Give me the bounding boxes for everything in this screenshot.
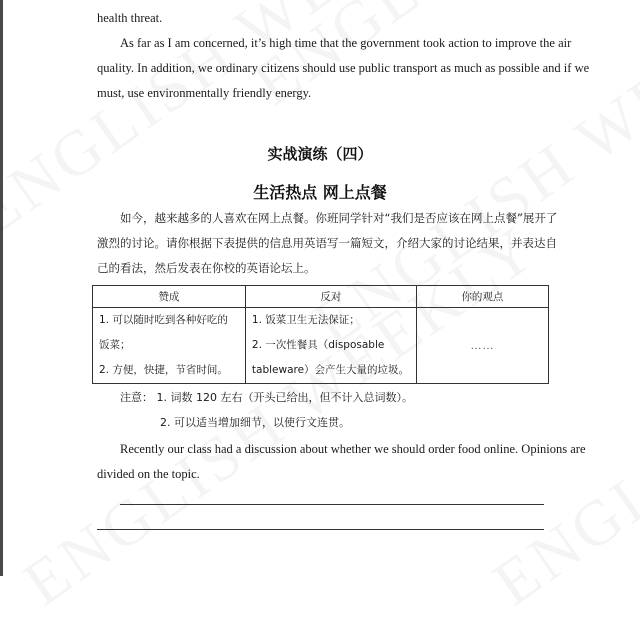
prompt-line: 己的看法，然后发表在你校的英语论坛上。 [97, 261, 316, 275]
page-left-border [0, 0, 3, 576]
essay-paragraph-line: As far as I am concerned, it’s high time that the government took action to improve the air [120, 36, 572, 50]
against-point: tableware）会产生大量的垃圾。 [251, 364, 410, 376]
for-point: 饭菜； [99, 339, 131, 351]
essay-paragraph-line: quality. In addition, we ordinary citizens should use public transport as much as possible and if we [97, 61, 590, 75]
against-cell [245, 308, 416, 384]
opinions-table [92, 285, 549, 384]
essay-start-line: divided on the topic. [97, 467, 200, 481]
your-view-cell: …… [416, 308, 548, 384]
table-row [93, 308, 549, 384]
note-item: 1. 词数 120 左右（开头已给出，但不计入总词数）。 [156, 391, 413, 404]
table-header-row [93, 286, 549, 308]
against-point: 2. 一次性餐具（disposable [251, 339, 385, 351]
answer-line[interactable] [120, 504, 544, 505]
header-your-view: 你的观点 [416, 286, 548, 308]
topic-title: 生活热点 网上点餐 [253, 183, 387, 202]
header-against: 反对 [245, 286, 416, 308]
essay-tail-line: health threat. [97, 11, 163, 25]
for-cell [93, 308, 246, 384]
prompt-line: 如今，越来越多的人喜欢在网上点餐。你班同学针对“我们是否应该在网上点餐”展开了 [120, 211, 558, 225]
watermark [480, 211, 640, 621]
essay-paragraph-line: must, use environmentally friendly energy. [97, 86, 312, 100]
answer-line[interactable] [97, 529, 544, 530]
against-point: 1. 饭菜卫生无法保证； [251, 314, 360, 326]
prompt-line: 激烈的讨论。请你根据下表提供的信息用英语写一篇短文，介绍大家的讨论结果，并表达自 [97, 236, 557, 250]
header-for: 赞成 [93, 286, 246, 308]
section-title: 实战演练（四） [267, 145, 373, 163]
notes-label: 注意： [120, 391, 153, 404]
essay-start-line: Recently our class had a discussion about whether we should order food online. Opinions are [120, 442, 586, 456]
notes-line-1 [120, 390, 413, 406]
note-item: 2. 可以适当增加细节，以使行文连贯。 [160, 416, 350, 429]
for-point: 2. 方便，快捷，节省时间。 [99, 364, 228, 376]
for-point: 1. 可以随时吃到各种好吃的 [99, 314, 228, 326]
